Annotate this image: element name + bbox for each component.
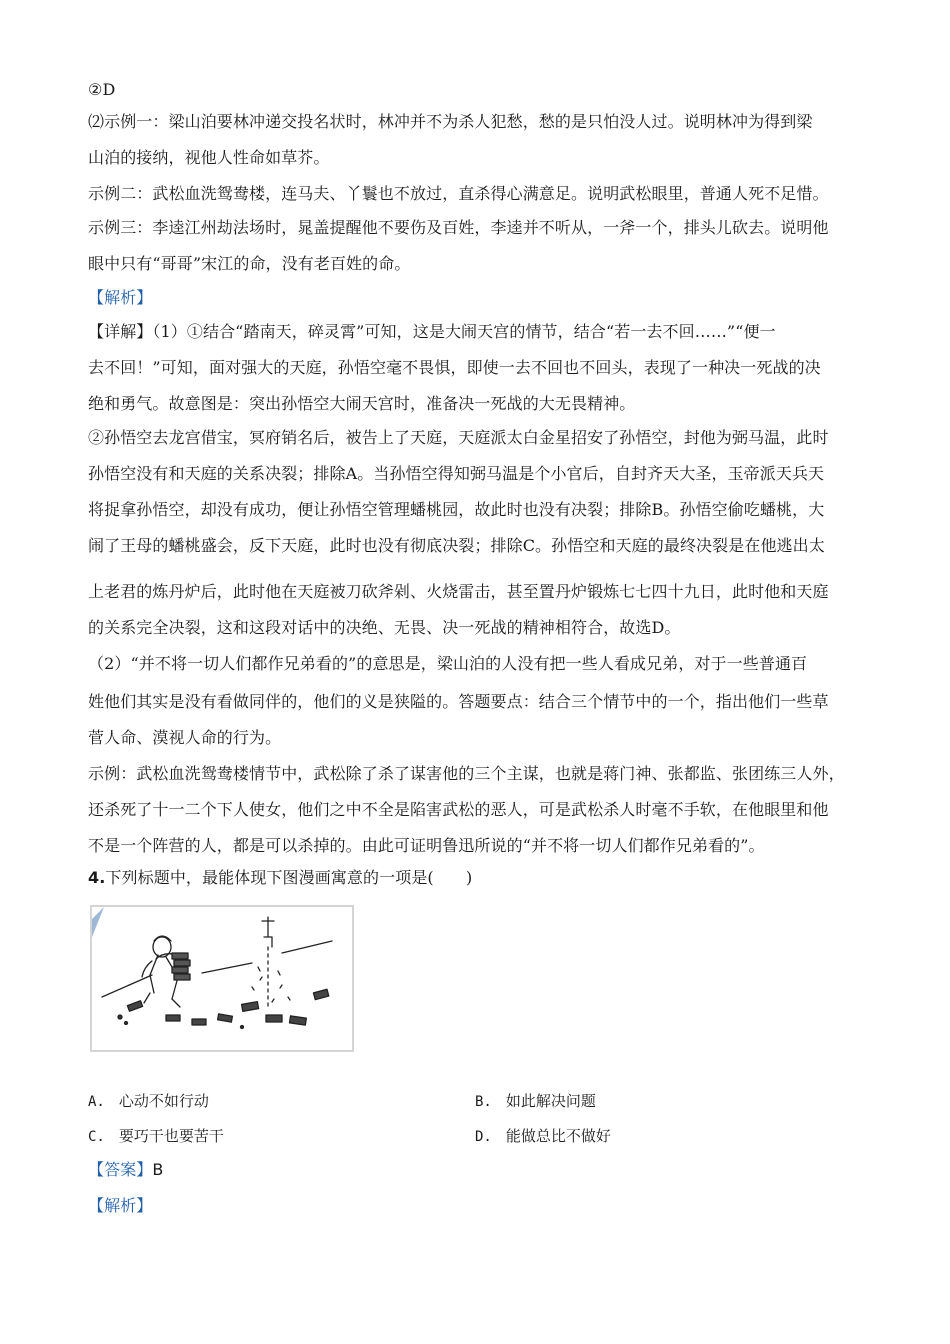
- detail-line-1: [88, 320, 868, 344]
- detail-text: （1）①结合“踏南天，碎灵霄”可知，这是大闹天宫的情节，结合“若一去不回……”“便一: [152, 322, 776, 341]
- detail-line-14: 还杀死了十一二个下人使女，他们之中不全是陷害武松的恶人，可是武松杀人时毫不手软，在他眼里和他: [88, 800, 829, 819]
- option-a-letter: A.: [88, 1094, 105, 1110]
- cartoon-image: [90, 905, 354, 1052]
- detail-line-12: 菅人命、漠视人命的行为。: [88, 728, 282, 747]
- detail-line-6: 将捉拿孙悟空，却没有成功，便让孙悟空管理蟠桃园，故此时也没有决裂；排除B。孙悟空偷吃蟠桃，大: [88, 500, 825, 519]
- option-d-text: 能做总比不做好: [505, 1127, 611, 1145]
- detail-line-9: 的关系完全决裂，这和这段对话中的决绝、无畏、决一死战的精神相符合，故选D。: [88, 618, 681, 637]
- answer-tag: 【答案】: [88, 1160, 153, 1179]
- detail-line-2: 去不回！”可知，面对强大的天庭，孙悟空毫不畏惧，即使一去不回也不回头，表现了一种决一死战的决: [88, 358, 821, 377]
- option-b-letter: B.: [475, 1094, 492, 1110]
- option-c-text: 要巧干也要苦干: [118, 1127, 224, 1145]
- analysis-heading: 【解析】: [88, 288, 153, 307]
- answer-value: B: [152, 1160, 164, 1179]
- question-text: 下列标题中，最能体现下图漫画寓意的一项是( ): [105, 868, 473, 887]
- detail-line-10: （2）“并不将一切人们都作兄弟看的”的意思是，梁山泊的人没有把一些人看成兄弟，对于一些普通百: [88, 654, 808, 673]
- option-b-text: 如此解决问题: [505, 1092, 596, 1110]
- detail-line-7: 闹了王母的蟠桃盛会，反下天庭，此时也没有彻底决裂；排除C。孙悟空和天庭的最终决裂是在他逃出太: [88, 536, 825, 555]
- detail-line-4: ②孙悟空去龙宫借宝，冥府销名后，被告上了天庭，天庭派太白金星招安了孙悟空，封他为弼马温，此时: [88, 428, 829, 447]
- detail-line-13: 示例：武松血洗鸳鸯楼情节中，武松除了杀了谋害他的三个主谋，也就是蒋门神、张都监、张团练三人外，: [88, 764, 845, 783]
- example-1-line-2: 山泊的接纳，视他人性命如草芥。: [88, 148, 330, 167]
- option-a[interactable]: [88, 1090, 209, 1113]
- option-b[interactable]: [475, 1090, 596, 1113]
- option-c[interactable]: [88, 1125, 224, 1148]
- question-4-stem: [88, 866, 868, 890]
- example-3-line-1: 示例三：李逵江州劫法场时，晁盖提醒他不要伤及百姓，李逵并不听从，一斧一个，排头儿砍去。说明他: [88, 218, 829, 237]
- example-3-line-2: 眼中只有“哥哥”宋江的命，没有老百姓的命。: [88, 254, 411, 273]
- detail-line-11: 姓他们其实是没有看做同伴的，他们的义是狭隘的。答题要点：结合三个情节中的一个，指出他们一些草: [88, 692, 829, 711]
- example-1-line-1: ⑵示例一：梁山泊要林冲递交投名状时，林冲并不为杀人犯愁，愁的是只怕没人过。说明林冲为得到梁: [88, 112, 813, 131]
- detail-line-3: 绝和勇气。故意图是：突出孙悟空大闹天宫时，准备决一死战的大无畏精神。: [88, 394, 636, 413]
- cartoon-drawing: [92, 907, 352, 1050]
- example-2-line: 示例二：武松血洗鸳鸯楼，连马夫、丫鬟也不放过，直杀得心满意足。说明武松眼里，普通人死不足惜。: [88, 184, 829, 203]
- option-d[interactable]: [475, 1125, 611, 1148]
- detail-tag: 【详解】: [88, 322, 153, 341]
- option-c-letter: C.: [88, 1129, 105, 1145]
- detail-line-5: 孙悟空没有和天庭的关系决裂；排除A。当孙悟空得知弼马温是个小官后，自封齐天大圣，玉帝派天兵天: [88, 464, 825, 483]
- option-d-letter: D.: [475, 1129, 492, 1145]
- answer-line-1-2: ②D: [88, 80, 116, 99]
- option-a-text: 心动不如行动: [118, 1092, 209, 1110]
- detail-line-8: 上老君的炼丹炉后，此时他在天庭被刀砍斧剁、火烧雷击，甚至置丹炉锻炼七七四十九日，此时他和天庭: [88, 582, 829, 601]
- answer-line: [88, 1158, 868, 1182]
- analysis-heading-q4: 【解析】: [88, 1196, 153, 1215]
- detail-line-15: 不是一个阵营的人，都是可以杀掉的。由此可证明鲁迅所说的“并不将一切人们都作兄弟看的”。: [88, 836, 765, 855]
- question-number: 4.: [88, 868, 106, 887]
